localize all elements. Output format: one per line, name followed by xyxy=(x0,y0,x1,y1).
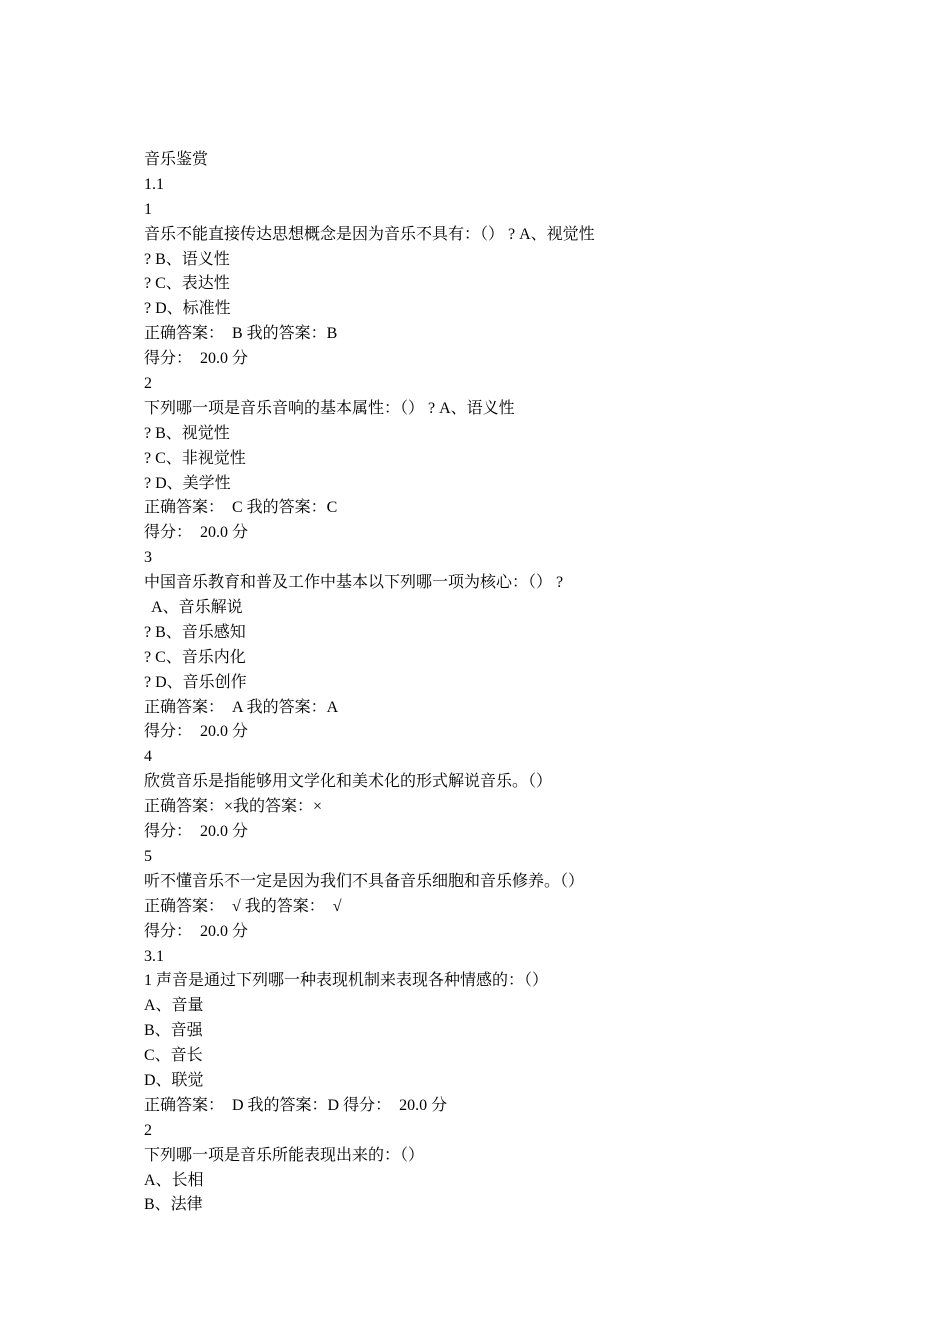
question-text: 下列哪一项是音乐所能表现出来的：（） xyxy=(144,1146,425,1164)
answer-option: ? C、音乐内化 xyxy=(144,648,246,666)
question-text: 1 声音是通过下列哪一种表现机制来表现各种情感的：（） xyxy=(144,972,549,990)
answer-option: ? D、美学性 xyxy=(144,474,231,492)
document-title: 音乐鉴赏 xyxy=(144,151,209,168)
score-line: 得分： 20.0 分 xyxy=(144,823,249,841)
score-line: 得分： 20.0 分 xyxy=(144,524,249,542)
section-heading: 3.1 xyxy=(144,947,164,965)
question-number: 2 xyxy=(144,1121,152,1139)
question-text: 欣赏音乐是指能够用文学化和美术化的形式解说音乐。（） xyxy=(144,773,553,791)
answer-option: A、长相 xyxy=(144,1171,204,1189)
correct-answer-line: 正确答案： D 我的答案：D 得分： 20.0 分 xyxy=(144,1096,448,1114)
answer-option: ? B、视觉性 xyxy=(144,424,230,442)
question-number: 1 xyxy=(144,200,152,218)
answer-option: ? D、音乐创作 xyxy=(144,673,247,691)
correct-answer-line: 正确答案：×我的答案：× xyxy=(144,798,323,816)
score-line: 得分： 20.0 分 xyxy=(144,350,249,368)
answer-option: ? D、标准性 xyxy=(144,300,231,318)
correct-answer-line: 正确答案： √ 我的答案： √ xyxy=(144,897,342,915)
score-line: 得分： 20.0 分 xyxy=(144,922,249,940)
score-line: 得分： 20.0 分 xyxy=(144,723,249,741)
question-text: 中国音乐教育和普及工作中基本以下列哪一项为核心：（） ? xyxy=(144,574,564,592)
answer-option: A、音乐解说 xyxy=(144,599,243,617)
section-heading: 1.1 xyxy=(144,175,164,193)
question-number: 4 xyxy=(144,748,152,766)
answer-option: ? B、语义性 xyxy=(144,250,230,268)
answer-option: C、音长 xyxy=(144,1047,203,1065)
answer-option: ? B、音乐感知 xyxy=(144,623,246,641)
question-text: 听不懂音乐不一定是因为我们不具备音乐细胞和音乐修养。（） xyxy=(144,872,585,890)
question-text: 下列哪一项是音乐音响的基本属性：（） ? A、语义性 xyxy=(144,399,515,417)
answer-option: ? C、非视觉性 xyxy=(144,449,246,467)
answer-option: ? C、表达性 xyxy=(144,275,230,293)
answer-option: A、音量 xyxy=(144,997,204,1015)
correct-answer-line: 正确答案： B 我的答案：B xyxy=(144,325,338,343)
correct-answer-line: 正确答案： C 我的答案：C xyxy=(144,499,338,517)
answer-option: B、法律 xyxy=(144,1196,203,1214)
question-number: 3 xyxy=(144,549,152,567)
answer-option: D、联觉 xyxy=(144,1071,204,1089)
answer-option: B、音强 xyxy=(144,1022,203,1040)
correct-answer-line: 正确答案： A 我的答案：A xyxy=(144,698,339,716)
question-text: 音乐不能直接传达思想概念是因为音乐不具有：（） ? A、视觉性 xyxy=(144,225,595,243)
question-number: 5 xyxy=(144,847,152,865)
question-number: 2 xyxy=(144,375,152,393)
document-body xyxy=(144,148,844,1218)
